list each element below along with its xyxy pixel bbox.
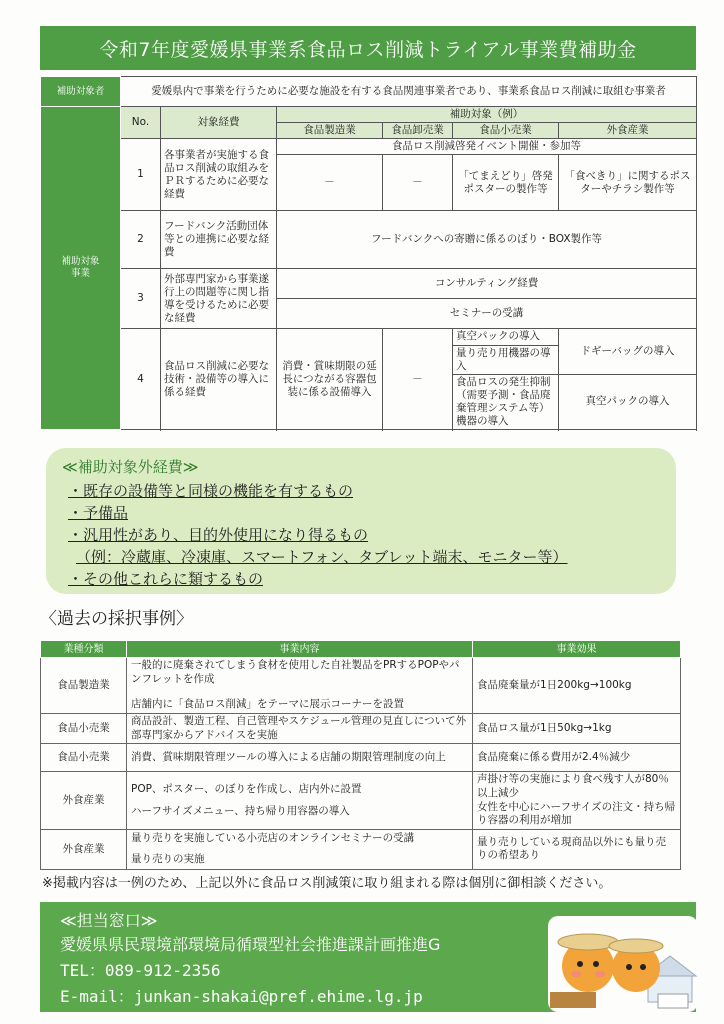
mascot-illustration — [548, 916, 698, 1012]
eligible-label: 補助対象者 — [41, 77, 121, 107]
excluded-item: ・汎用性があり、目的外使用になり得るもの — [68, 526, 369, 544]
case-effect: 食品廃棄に係る費用が2.4％減少 — [473, 744, 681, 772]
case-cat: 食品小売業 — [41, 714, 127, 744]
case-content-line: 量り売りを実施している小売店のオンラインセミナーの受講 — [131, 831, 415, 844]
case-cat: 外食産業 — [41, 772, 127, 830]
excluded-item: ・既存の設備等と同様の機能を有するもの — [68, 482, 354, 500]
excluded-item: ・予備品 — [68, 504, 129, 522]
case-content-line: POP、ポスター、のぼりを作成し、店内外に設置 — [131, 782, 362, 795]
case-content — [127, 772, 473, 830]
case-content-line: 一般的に廃棄されてしまう食材を使用した自社製品をPRするPOPやパンフレットを作成 — [131, 659, 460, 685]
col-no: No. — [121, 107, 161, 139]
row4-desc: 食品ロス削減に必要な技術・設備等の導入に係る経費 — [161, 329, 277, 430]
contact-email[interactable]: E-mail：junkan-shakai@pref.ehime.lg.jp — [60, 987, 423, 1006]
case-cat: 食品製造業 — [41, 658, 127, 714]
excluded-item: （例：冷蔵庫、冷凍庫、スマートフォン、タブレット端末、モニター等） — [76, 548, 568, 566]
row1-mfg: － — [277, 155, 383, 211]
excluded-item: ・その他これらに類するもの — [68, 570, 264, 588]
row3-no: 3 — [121, 269, 161, 329]
row2-desc: フードバンク活動団体等との連携に必要な経費 — [161, 211, 277, 269]
col-example: 補助対象（例） — [277, 107, 697, 123]
row3-desc: 外部専門家から事業遂行上の問題等に関し指導を受けるために必要な経費 — [161, 269, 277, 329]
case-content-line: 店舗内に「食品ロス削減」をテーマに展示コーナーを設置 — [131, 698, 404, 711]
row3-seminar: セミナーの受講 — [277, 299, 697, 329]
excluded-title: ≪補助対象外経費≫ — [62, 458, 199, 476]
excluded-costs-box — [46, 448, 676, 594]
row4-mfg: 消費・賞味期限の延長につながる容器包装に係る設備導入 — [277, 329, 383, 430]
row1-no: 1 — [121, 139, 161, 211]
col-cost: 対象経費 — [161, 107, 277, 139]
eligible-text: 愛媛県内で事業を行うために必要な施設を有する食品関連事業者であり、事業系食品ロス削減に取組む事業者 — [121, 77, 697, 107]
contact-dept: 愛媛県県民環境部環境局循環型社会推進課計画推進G — [60, 935, 441, 954]
row1-rest: 「食べきり」に関するポスターやチラシ製作等 — [559, 155, 697, 211]
case-effect: 声掛け等の実施により食べ残す人が80％以上減少 女性を中心にハーフサイズの注文・持ち帰り容器の利用が増加 — [473, 772, 681, 830]
contact-title: ≪担当窓口≫ — [60, 911, 158, 930]
row4-retail1: 真空パックの導入 — [453, 329, 559, 345]
case-content-line: ハーフサイズメニュー、持ち帰り用容器の導入 — [131, 804, 350, 817]
case-content — [127, 829, 473, 869]
row1-retail: 「てまえどり」啓発ポスターの製作等 — [453, 155, 559, 211]
row3-consulting: コンサルティング経費 — [277, 269, 697, 299]
cost-label: 補助対象 事業 — [41, 107, 121, 430]
case-content: 商品設計、製造工程、自己管理やスケジュール管理の見直しについて外部専門家からアドバイスを実施 — [127, 714, 473, 744]
row4-whs: － — [383, 329, 453, 430]
col-manufacturing: 食品製造業 — [277, 123, 383, 139]
case-content-line: 量り売りの実施 — [131, 853, 205, 866]
row4-no: 4 — [121, 329, 161, 430]
case-effect: 量り売りしている現商品以外にも量り売りの希望あり — [473, 829, 681, 869]
cases-col-content: 事業内容 — [127, 641, 473, 658]
row4-retail2: 量り売り用機器の導入 — [453, 345, 559, 374]
contact-tel: TEL：089-912-2356 — [60, 961, 221, 980]
subsidy-table — [40, 76, 697, 430]
case-effect: 食品ロス量が1日50kg→1kg — [473, 714, 681, 744]
case-effect: 食品廃棄量が1日200kg→100kg — [473, 658, 681, 714]
row2-no: 2 — [121, 211, 161, 269]
col-wholesale: 食品卸売業 — [383, 123, 453, 139]
cases-col-effect: 事業効果 — [473, 641, 681, 658]
col-restaurant: 外食産業 — [559, 123, 697, 139]
cases-col-cat: 業種分類 — [41, 641, 127, 658]
row2-span: フードバンクへの寄贈に係るのぼり・BOX製作等 — [277, 211, 697, 269]
row4-rest1: ドギーバッグの導入 — [559, 329, 697, 374]
page-title: 令和7年度愛媛県事業系食品ロス削減トライアル事業費補助金 — [40, 26, 696, 70]
past-cases-table — [40, 640, 681, 870]
footnote: ※掲載内容は一例のため、上記以外に食品ロス削減策に取り組まれる際は個別に御相談ください。 — [42, 876, 612, 891]
case-content: 消費、賞味期限管理ツールの導入による店舗の期限管理制度の向上 — [127, 744, 473, 772]
row1-whs: － — [383, 155, 453, 211]
row4-rest2: 真空パックの導入 — [559, 374, 697, 430]
col-retail: 食品小売業 — [453, 123, 559, 139]
row1-event: 食品ロス削減啓発イベント開催・参加等 — [277, 139, 697, 155]
case-cat: 食品小売業 — [41, 744, 127, 772]
row4-retail3: 食品ロスの発生抑制（需要予測・食品廃棄管理システム等）機器の導入 — [453, 374, 559, 430]
past-cases-title: 〈過去の採択事例〉 — [40, 609, 193, 629]
case-content — [127, 658, 473, 714]
row1-desc: 各事業者が実施する食品ロス削減の取組みをＰＲするために必要な経費 — [161, 139, 277, 211]
case-cat: 外食産業 — [41, 829, 127, 869]
